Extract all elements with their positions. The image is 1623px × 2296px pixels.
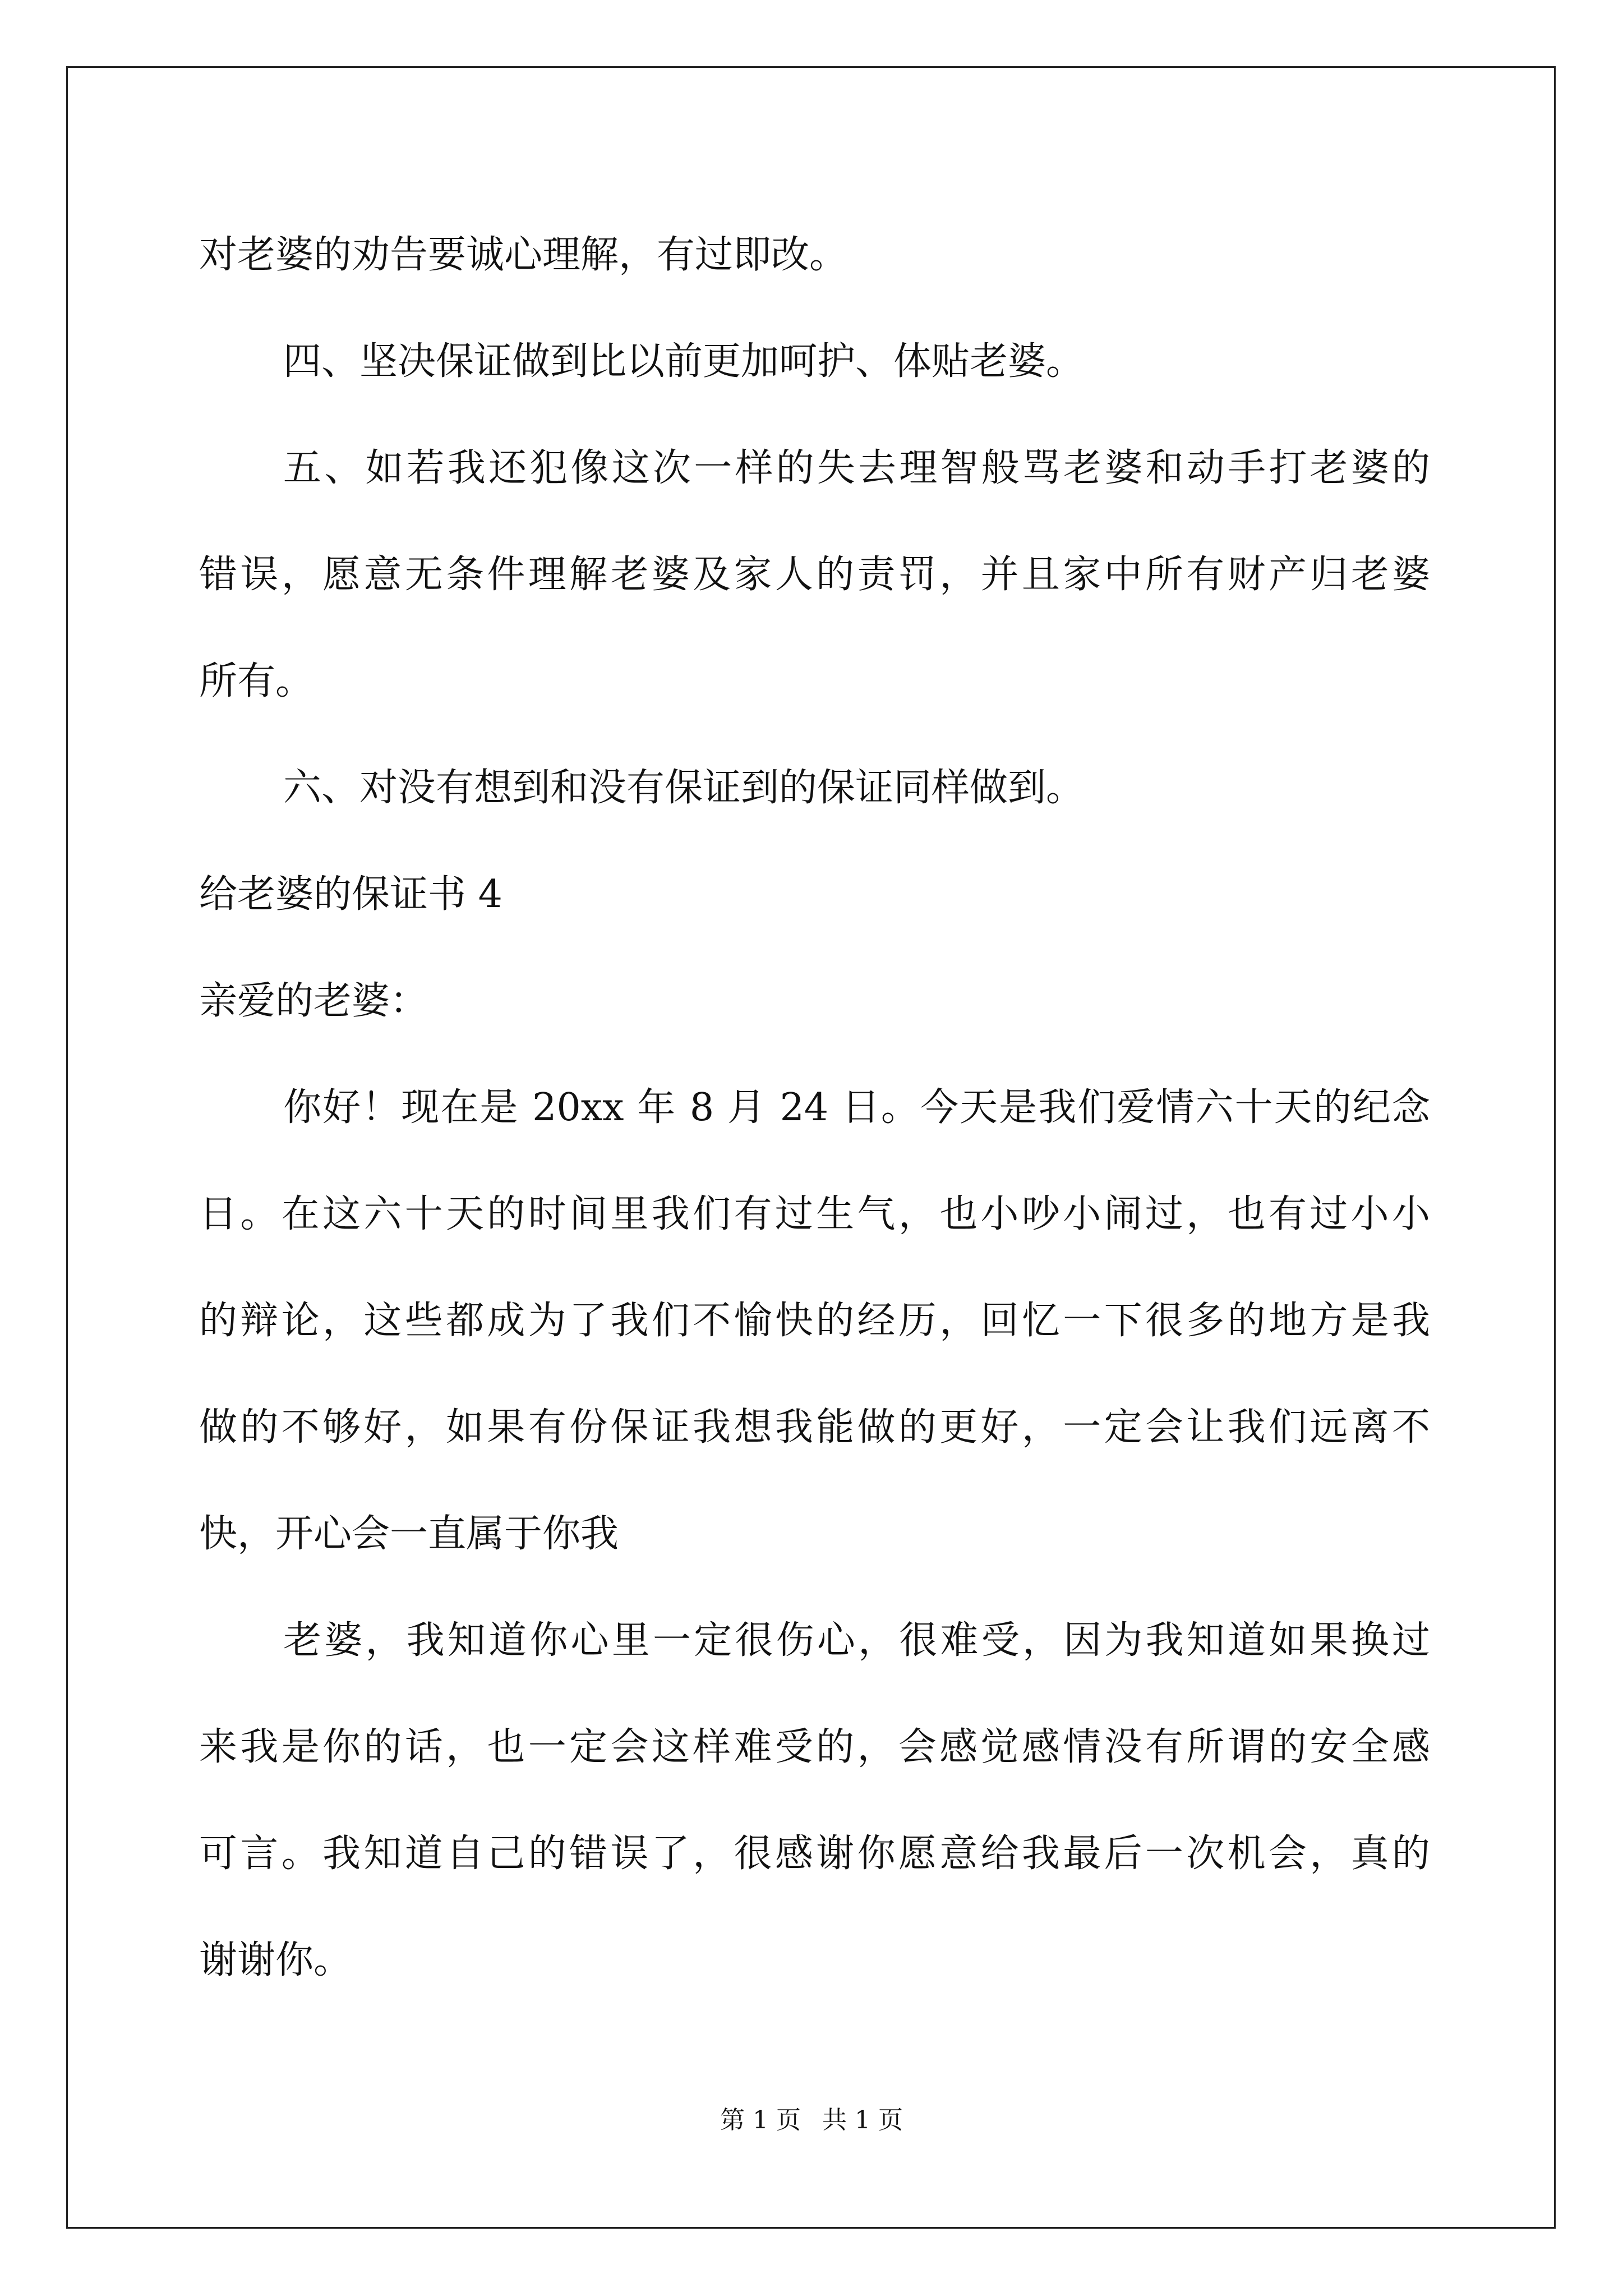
text-line: 错误，愿意无条件理解老婆及家人的责罚，并且家中所有财产归老婆 <box>199 553 1430 597</box>
text-line: 日。在这六十天的时间里我们有过生气，也小吵小闹过，也有过小小 <box>199 1192 1430 1236</box>
text-line: 快，开心会一直属于你我 <box>199 1512 619 1556</box>
salutation: 亲爱的老婆： <box>199 979 428 1023</box>
text-line: 六、对没有想到和没有保证到的保证同样做到。 <box>283 766 1085 810</box>
text-line: 你好！现在是 20xx 年 8 月 24 日。今天是我们爱情六十天的纪念 <box>283 1085 1430 1130</box>
section-heading: 给老婆的保证书 4 <box>199 872 502 917</box>
page-footer <box>0 2105 1623 2136</box>
text-line: 五、如若我还犯像这次一样的失去理智般骂老婆和动手打老婆的 <box>283 446 1430 490</box>
page-total: 共 1 页 <box>822 2106 903 2134</box>
text-line: 做的不够好，如果有份保证我想我能做的更好，一定会让我们远离不 <box>199 1405 1430 1450</box>
text-line: 四、坚决保证做到比以前更加呵护、体贴老婆。 <box>283 339 1085 384</box>
text-line: 对老婆的劝告要诚心理解，有过即改。 <box>199 233 848 277</box>
text-line: 可言。我知道自己的错误了，很感谢你愿意给我最后一次机会，真的 <box>199 1832 1430 1876</box>
text-line: 谢谢你。 <box>199 1938 352 1982</box>
text-line: 的辩论，这些都成为了我们不愉快的经历，回忆一下很多的地方是我 <box>199 1299 1430 1343</box>
page-border <box>66 66 1556 2229</box>
text-line: 老婆，我知道你心里一定很伤心，很难受，因为我知道如果换过 <box>283 1618 1430 1663</box>
text-line: 所有。 <box>199 659 314 703</box>
page-number: 第 1 页 <box>720 2106 801 2134</box>
text-line: 来我是你的话，也一定会这样难受的，会感觉感情没有所谓的安全感 <box>199 1725 1430 1769</box>
